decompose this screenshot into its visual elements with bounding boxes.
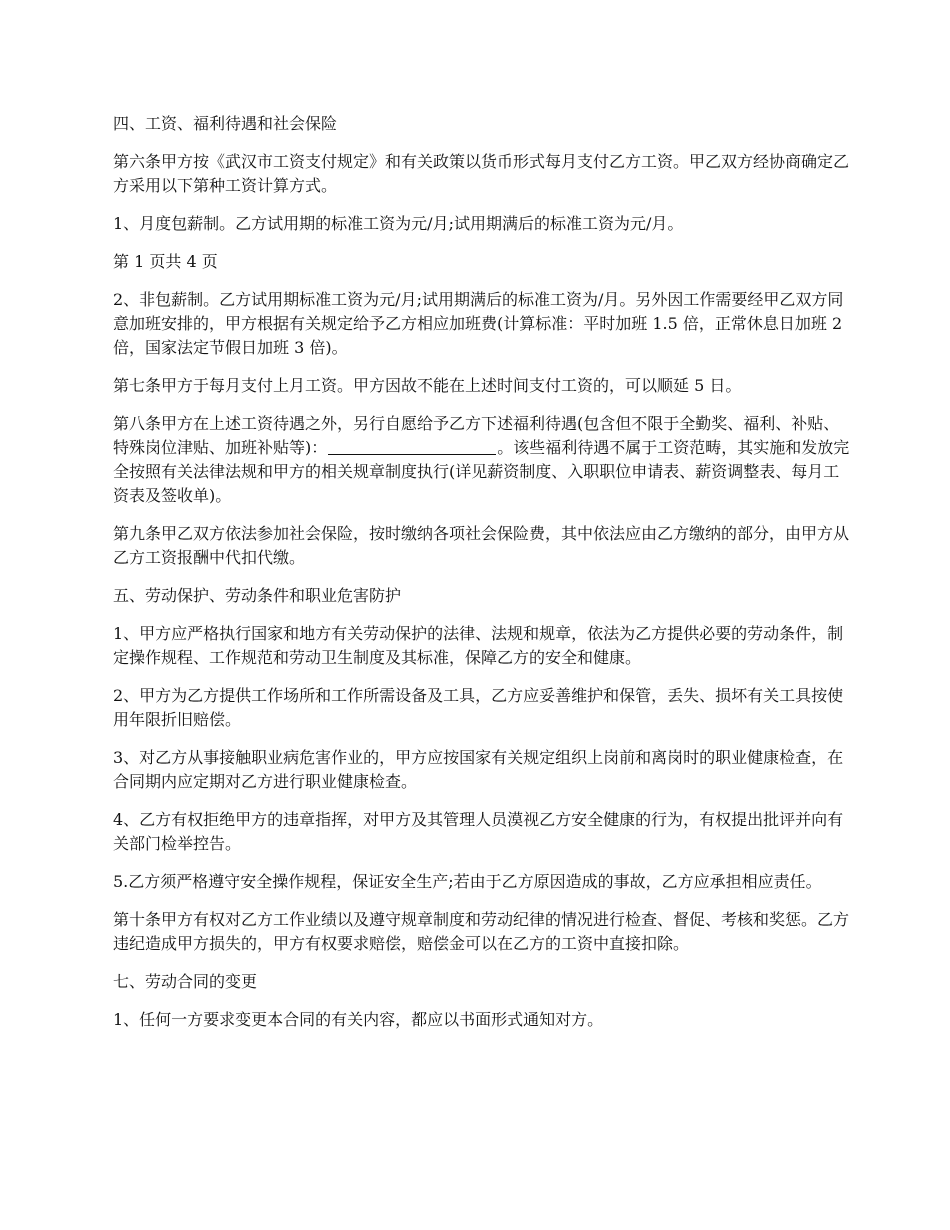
section-heading-labor-protection: 五、劳动保护、劳动条件和职业危害防护 bbox=[113, 586, 402, 605]
article-8-text-before: 第八条甲方在上述工资待遇之外，另行自愿给予乙方下述福利待遇(包含但不限于全勤奖、福利、补贴、特殊岗位津贴、加班补贴等)： bbox=[113, 414, 840, 457]
article-8 bbox=[113, 412, 853, 508]
section-heading-contract-change: 七、劳动合同的变更 bbox=[113, 972, 258, 991]
page-number: 第 1 页共 4 页 bbox=[113, 252, 218, 271]
labor-protection-item-2: 2、甲方为乙方提供工作场所和工作所需设备及工具，乙方应妥善维护和保管，丢失、损坏有关工具按使用年限折旧赔偿。 bbox=[113, 686, 844, 729]
article-8-text-after: 。该些福利待遇不属于工资范畴，其实施和发放完全按照有关法律法规和甲方的相关规章制度执行(详见薪资制度、入职职位申请表、薪资调整表、每月工资表及签收单)。 bbox=[113, 438, 850, 505]
section-heading-wages: 四、工资、福利待遇和社会保险 bbox=[113, 114, 338, 133]
article-9: 第九条甲乙双方依法参加社会保险，按时缴纳各项社会保险费，其中依法应由乙方缴纳的部分，由甲方从乙方工资报酬中代扣代缴。 bbox=[113, 524, 850, 567]
article-6-item-2: 2、非包薪制。乙方试用期标准工资为元/月;试用期满后的标准工资为/月。另外因工作需要经甲乙双方同意加班安排的，甲方根据有关规定给予乙方相应加班费(计算标准：平时加班 1.5 倍，正常休息日加班 2 倍，国家法定节假日加班 3 倍)。 bbox=[113, 290, 844, 357]
labor-protection-item-1: 1、甲方应严格执行国家和地方有关劳动保护的法律、法规和规章，依法为乙方提供必要的劳动条件，制定操作规程、工作规范和劳动卫生制度及其标准，保障乙方的安全和健康。 bbox=[113, 624, 844, 667]
document-body bbox=[113, 112, 853, 1046]
labor-protection-item-5: 5.乙方须严格遵守安全操作规程，保证安全生产;若由于乙方原因造成的事故，乙方应承担相应责任。 bbox=[113, 872, 822, 891]
article-10: 第十条甲方有权对乙方工作业绩以及遵守规章制度和劳动纪律的情况进行检查、督促、考核和奖惩。乙方违纪造成甲方损失的，甲方有权要求赔偿，赔偿金可以在乙方的工资中直接扣除。 bbox=[113, 910, 850, 953]
contract-change-item-1: 1、任何一方要求变更本合同的有关内容，都应以书面形式通知对方。 bbox=[113, 1010, 604, 1029]
labor-protection-item-3: 3、对乙方从事接触职业病危害作业的，甲方应按国家有关规定组织上岗前和离岗时的职业健康检查，在合同期内应定期对乙方进行职业健康检查。 bbox=[113, 748, 844, 791]
article-7: 第七条甲方于每月支付上月工资。甲方因故不能在上述时间支付工资的，可以顺延 5 日。 bbox=[113, 376, 742, 395]
labor-protection-item-4: 4、乙方有权拒绝甲方的违章指挥，对甲方及其管理人员漠视乙方安全健康的行为，有权提出批评并向有关部门检举控告。 bbox=[113, 810, 844, 853]
fill-in-blank[interactable] bbox=[328, 438, 496, 455]
article-6-item-1: 1、月度包薪制。乙方试用期的标准工资为元/月;试用期满后的标准工资为元/月。 bbox=[113, 214, 684, 233]
article-6: 第六条甲方按《武汉市工资支付规定》和有关政策以货币形式每月支付乙方工资。甲乙双方经协商确定乙方采用以下第种工资计算方式。 bbox=[113, 152, 850, 195]
